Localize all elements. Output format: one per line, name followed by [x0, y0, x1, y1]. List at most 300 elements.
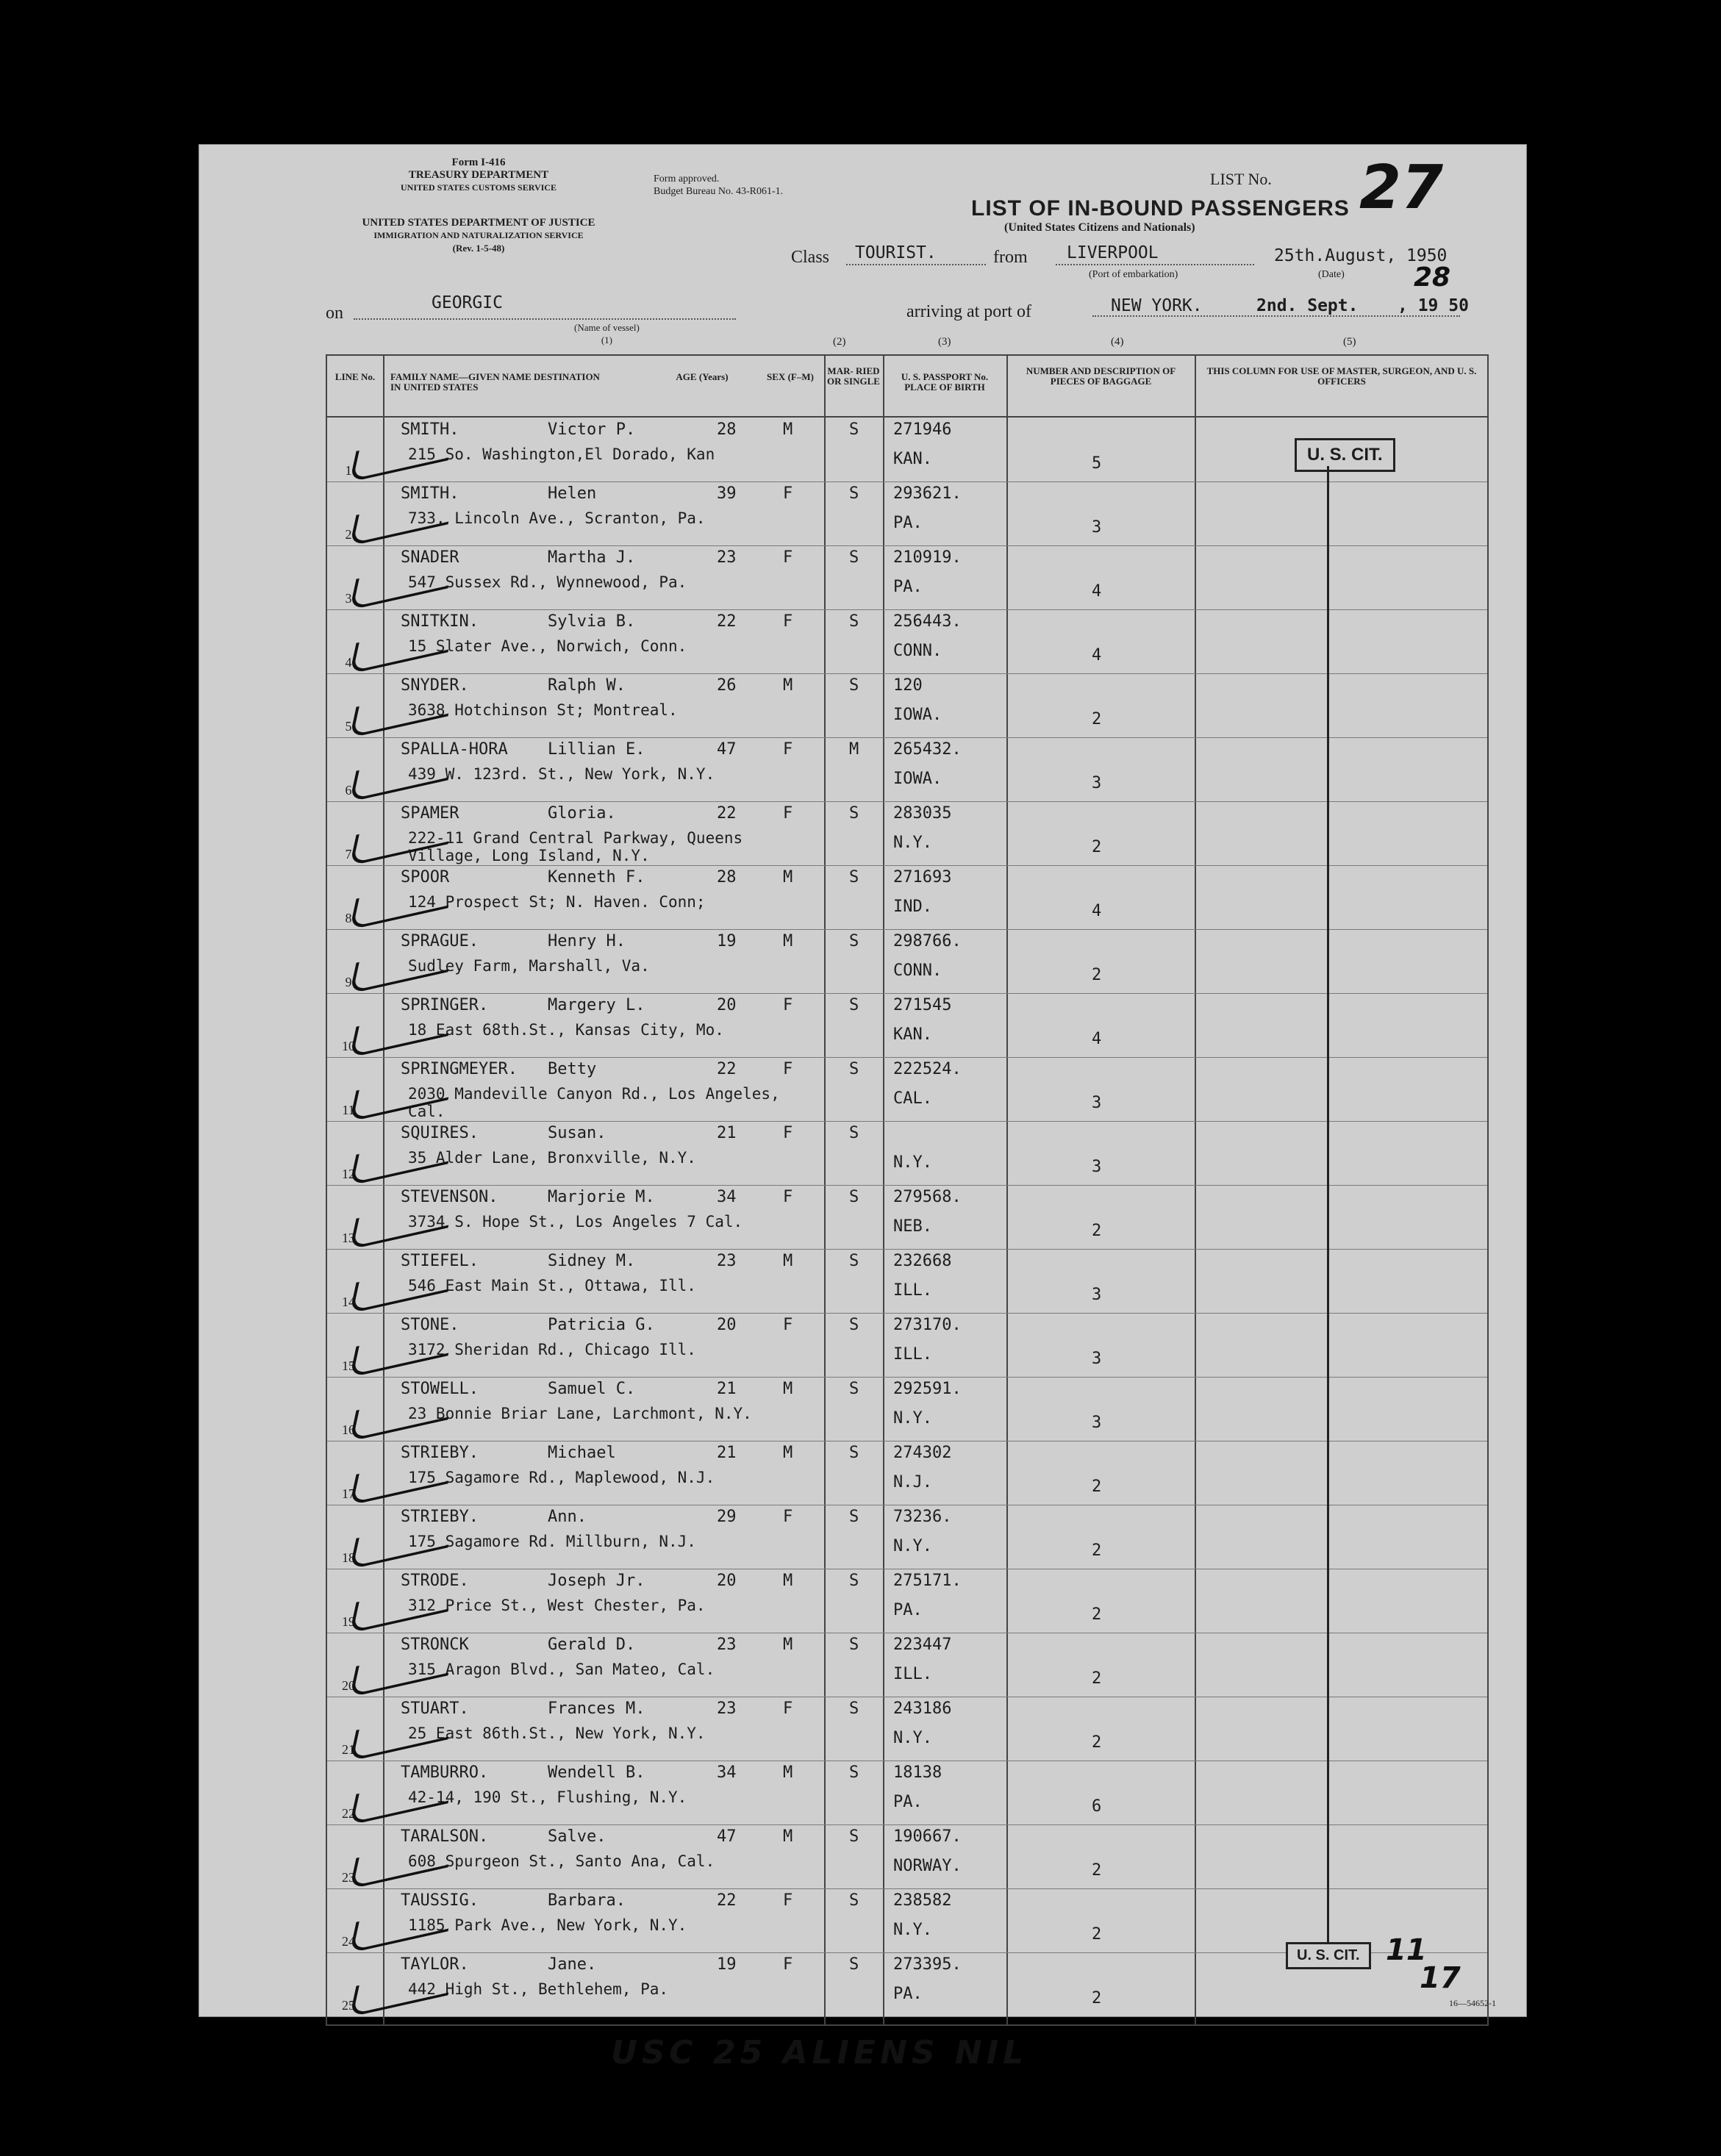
age: 20: [717, 1572, 737, 1590]
married-single: S: [849, 1252, 859, 1270]
age: 34: [717, 1188, 737, 1206]
passport-number: 265432.: [893, 740, 962, 759]
family-name: SPRINGMEYER.: [401, 1060, 518, 1078]
destination-address: 175 Sagamore Rd., Maplewood, N.J.: [408, 1469, 715, 1486]
date-correction: 28: [1414, 262, 1451, 293]
arriving-port: NEW YORK.: [1111, 296, 1203, 315]
baggage-count: 3: [1092, 774, 1102, 792]
arriving-date: 2nd. Sept.: [1256, 296, 1359, 315]
married-single: S: [849, 1891, 859, 1910]
passport-number: 210919.: [893, 548, 962, 567]
age: 47: [717, 740, 737, 759]
baggage-count: 2: [1092, 1222, 1102, 1240]
passport-number: 223447: [893, 1636, 952, 1654]
married-single: S: [849, 1763, 859, 1782]
place-of-birth: NEB.: [893, 1217, 932, 1236]
place-of-birth: KAN.: [893, 1025, 932, 1044]
age: 28: [717, 868, 737, 887]
age: 29: [717, 1508, 737, 1526]
sex: M: [783, 1827, 793, 1846]
married-single: S: [849, 1060, 859, 1078]
place-of-birth: IOWA.: [893, 770, 942, 788]
family-name: SNADER: [401, 548, 459, 567]
given-name: Ralph W.: [548, 676, 626, 695]
family-name: SPAMER: [401, 804, 459, 823]
place-of-birth: CAL.: [893, 1089, 932, 1108]
baggage-count: 3: [1092, 518, 1102, 537]
place-of-birth: N.Y.: [893, 1537, 932, 1555]
passenger-row: [327, 1441, 1487, 1505]
family-name: STRIEBY.: [401, 1444, 479, 1462]
passport-number: 232668: [893, 1252, 952, 1270]
passenger-row: [327, 865, 1487, 929]
destination-address: 25 East 86th.St., New York, N.Y.: [408, 1725, 706, 1742]
col3-number: (3): [938, 336, 951, 348]
passport-number: 190667.: [893, 1827, 962, 1846]
sex: F: [783, 1508, 793, 1526]
class-value: TOURIST.: [855, 243, 937, 262]
line-number: 2: [345, 527, 352, 542]
line-number: 7: [345, 847, 352, 862]
sex: F: [783, 740, 793, 759]
destination-address: 608 Spurgeon St., Santo Ana, Cal.: [408, 1852, 715, 1870]
header-passport: U. S. PASSPORT No. PLACE OF BIRTH: [901, 371, 989, 393]
married-single: S: [849, 1188, 859, 1206]
destination-address: 42-14, 190 St., Flushing, N.Y.: [408, 1788, 687, 1806]
passenger-row: [327, 1377, 1487, 1441]
married-single: S: [849, 868, 859, 887]
place-of-birth: CONN.: [893, 961, 942, 980]
given-name: Victor P.: [548, 420, 636, 439]
passenger-row: [327, 993, 1487, 1057]
sex: M: [783, 1380, 793, 1398]
place-of-birth: N.Y.: [893, 1921, 932, 1939]
baggage-count: 2: [1092, 1669, 1102, 1688]
list-no-label: LIST No.: [1210, 170, 1272, 188]
handwritten-footer: USC 25 ALIENS NIL: [611, 2034, 1028, 2071]
baggage-count: 2: [1092, 710, 1102, 728]
given-name: Gloria.: [548, 804, 616, 823]
destination-address: 35 Alder Lane, Bronxville, N.Y.: [408, 1149, 696, 1167]
family-name: STRODE.: [401, 1572, 469, 1590]
baggage-count: 3: [1092, 1158, 1102, 1176]
place-of-birth: ILL.: [893, 1345, 932, 1364]
passenger-row: [327, 1824, 1487, 1888]
baggage-count: 2: [1092, 1478, 1102, 1496]
married-single: S: [849, 1316, 859, 1334]
age: 23: [717, 1700, 737, 1718]
married-single: S: [849, 1380, 859, 1398]
sex: F: [783, 548, 793, 567]
destination-address: 315 Aragon Blvd., San Mateo, Cal.: [408, 1661, 715, 1678]
given-name: Jane.: [548, 1955, 597, 1974]
justice-dept: UNITED STATES DEPARTMENT OF JUSTICE: [362, 217, 595, 229]
given-name: Margery L.: [548, 996, 645, 1014]
married-single: S: [849, 932, 859, 950]
destination-address: 222-11 Grand Central Parkway, Queens Village, Long Island, N.Y.: [408, 829, 743, 864]
line-number: 3: [345, 591, 352, 606]
passenger-row: [327, 1505, 1487, 1569]
sex: M: [783, 932, 793, 950]
baggage-count: 3: [1092, 1350, 1102, 1368]
sex: F: [783, 612, 793, 631]
family-name: STRIEBY.: [401, 1508, 479, 1526]
handwritten-total: 17: [1420, 1961, 1461, 1995]
given-name: Kenneth F.: [548, 868, 645, 887]
passport-number: 73236.: [893, 1508, 952, 1526]
officer-bracket-line: [1327, 466, 1329, 1951]
baggage-count: 4: [1092, 902, 1102, 920]
class-label: Class: [791, 248, 830, 267]
line-number: 20: [342, 1678, 355, 1693]
married-single: S: [849, 1955, 859, 1974]
customs-service: UNITED STATES CUSTOMS SERVICE: [401, 182, 557, 193]
family-name: STRONCK: [401, 1636, 469, 1654]
passport-number: 271693: [893, 868, 952, 887]
family-name: SNITKIN.: [401, 612, 479, 631]
document-title: LIST OF IN-BOUND PASSENGERS: [971, 196, 1350, 221]
line-number: 18: [342, 1550, 355, 1565]
passport-number: 120: [893, 676, 923, 695]
passport-number: 238582: [893, 1891, 952, 1910]
place-of-birth: PA.: [893, 1985, 923, 2003]
destination-address: 1185 Park Ave., New York, N.Y.: [408, 1916, 687, 1934]
baggage-count: 3: [1092, 1286, 1102, 1304]
destination-address: 18 East 68th.St., Kansas City, Mo.: [408, 1021, 724, 1039]
budget-bureau: Budget Bureau No. 43-R061-1.: [654, 186, 784, 197]
place-of-birth: N.Y.: [893, 1729, 932, 1747]
sex: F: [783, 1316, 793, 1334]
given-name: Frances M.: [548, 1700, 645, 1718]
married-single: S: [849, 1124, 859, 1142]
line-number: 9: [345, 975, 352, 989]
passport-number: 298766.: [893, 932, 962, 950]
destination-address: 3734 S. Hope St., Los Angeles 7 Cal.: [408, 1213, 743, 1231]
passport-number: 279568.: [893, 1188, 962, 1206]
place-of-birth: PA.: [893, 1601, 923, 1619]
passport-number: 283035: [893, 804, 952, 823]
destination-address: 546 East Main St., Ottawa, Ill.: [408, 1277, 696, 1294]
given-name: Patricia G.: [548, 1316, 655, 1334]
passenger-row: [327, 1569, 1487, 1633]
married-single: M: [849, 740, 859, 759]
line-number: 14: [342, 1294, 355, 1309]
passport-number: 271946: [893, 420, 952, 439]
header-line-no: LINE No.: [334, 371, 376, 382]
married-single: S: [849, 996, 859, 1014]
married-single: S: [849, 1827, 859, 1846]
family-name: STIEFEL.: [401, 1252, 479, 1270]
vessel-label: (Name of vessel): [574, 322, 640, 333]
given-name: Martha J.: [548, 548, 636, 567]
family-name: SMITH.: [401, 484, 459, 503]
given-name: Susan.: [548, 1124, 607, 1142]
arriving-year: , 19 50: [1398, 296, 1469, 315]
family-name: TARALSON.: [401, 1827, 489, 1846]
family-name: STOWELL.: [401, 1380, 479, 1398]
baggage-count: 3: [1092, 1414, 1102, 1432]
age: 39: [717, 484, 737, 503]
baggage-count: 2: [1092, 1733, 1102, 1752]
age: 26: [717, 676, 737, 695]
line-number: 1: [345, 463, 352, 478]
sex: F: [783, 1060, 793, 1078]
line-number: 24: [342, 1934, 355, 1949]
sex: F: [783, 804, 793, 823]
us-cit-stamp-bottom: U. S. CIT.: [1286, 1942, 1371, 1969]
col5-number: (5): [1343, 336, 1356, 348]
baggage-count: 2: [1092, 1989, 1102, 2008]
passenger-row: [327, 1057, 1487, 1121]
given-name: Sidney M.: [548, 1252, 636, 1270]
married-single: S: [849, 484, 859, 503]
line-number: 12: [342, 1167, 355, 1181]
sex: M: [783, 1572, 793, 1590]
given-name: Henry H.: [548, 932, 626, 950]
married-single: S: [849, 1444, 859, 1462]
us-cit-stamp-top: U. S. CIT.: [1295, 438, 1395, 472]
age: 20: [717, 996, 737, 1014]
given-name: Wendell B.: [548, 1763, 645, 1782]
document-subtitle: (United States Citizens and Nationals): [1004, 221, 1195, 234]
age: 21: [717, 1380, 737, 1398]
sex: M: [783, 420, 793, 439]
given-name: Michael: [548, 1444, 616, 1462]
line-number: 10: [342, 1039, 355, 1053]
family-name: TAUSSIG.: [401, 1891, 479, 1910]
line-number: 4: [345, 655, 352, 670]
married-single: S: [849, 420, 859, 439]
family-name: SPRINGER.: [401, 996, 489, 1014]
sex: F: [783, 1891, 793, 1910]
form-revision: (Rev. 1-5-48): [452, 243, 505, 254]
date-value: 25th.August, 1950: [1274, 246, 1448, 265]
header-baggage: NUMBER AND DESCRIPTION OF PIECES OF BAGGAGE: [1026, 365, 1176, 387]
line-number: 16: [342, 1422, 355, 1437]
destination-address: 442 High St., Bethlehem, Pa.: [408, 1980, 669, 1998]
given-name: Helen: [548, 484, 597, 503]
age: 21: [717, 1124, 737, 1142]
age: 19: [717, 932, 737, 950]
arriving-label: arriving at port of: [906, 302, 1031, 321]
passport-number: 256443.: [893, 612, 962, 631]
given-name: Sylvia B.: [548, 612, 636, 631]
passenger-table: [326, 354, 1489, 2026]
family-name: STEVENSON.: [401, 1188, 498, 1206]
baggage-count: 6: [1092, 1797, 1102, 1816]
sex: F: [783, 484, 793, 503]
destination-address: Sudley Farm, Marshall, Va.: [408, 957, 650, 975]
passport-number: 275171.: [893, 1572, 962, 1590]
destination-address: 547 Sussex Rd., Wynnewood, Pa.: [408, 573, 687, 591]
place-of-birth: N.J.: [893, 1473, 932, 1491]
passport-number: 292591.: [893, 1380, 962, 1398]
married-single: S: [849, 804, 859, 823]
passenger-row: [327, 1249, 1487, 1313]
age: 23: [717, 548, 737, 567]
given-name: Betty: [548, 1060, 597, 1078]
sex: F: [783, 1124, 793, 1142]
destination-address: 3172 Sheridan Rd., Chicago Ill.: [408, 1341, 696, 1358]
sex: F: [783, 1955, 793, 1974]
family-name: SPOOR: [401, 868, 450, 887]
age: 23: [717, 1636, 737, 1654]
married-single: S: [849, 1572, 859, 1590]
col2-number: (2): [833, 336, 846, 348]
family-name: TAYLOR.: [401, 1955, 469, 1974]
port-embarkation-label: (Port of embarkation): [1089, 269, 1178, 280]
place-of-birth: ILL.: [893, 1281, 932, 1300]
destination-address: 175 Sagamore Rd. Millburn, N.J.: [408, 1533, 696, 1550]
given-name: Marjorie M.: [548, 1188, 655, 1206]
passport-number: 274302: [893, 1444, 952, 1462]
given-name: Salve.: [548, 1827, 607, 1846]
sex: F: [783, 996, 793, 1014]
sex: M: [783, 868, 793, 887]
destination-address: 23 Bonnie Briar Lane, Larchmont, N.Y.: [408, 1405, 752, 1422]
sex: F: [783, 1188, 793, 1206]
family-name: STONE.: [401, 1316, 459, 1334]
place-of-birth: PA.: [893, 514, 923, 532]
line-number: 11: [342, 1103, 355, 1117]
baggage-count: 2: [1092, 1541, 1102, 1560]
given-name: Lillian E.: [548, 740, 645, 759]
line-number: 5: [345, 719, 352, 734]
passport-number: 273395.: [893, 1955, 962, 1974]
line-number: 15: [342, 1358, 355, 1373]
passenger-rows: [327, 418, 1487, 2024]
family-name: SPALLA-HORA: [401, 740, 508, 759]
married-single: S: [849, 548, 859, 567]
line-number: 8: [345, 911, 352, 925]
age: 23: [717, 1252, 737, 1270]
passenger-row: [327, 545, 1487, 609]
passenger-row: [327, 801, 1487, 865]
sex: M: [783, 1444, 793, 1462]
age: 21: [717, 1444, 737, 1462]
destination-address: 2030 Mandeville Canyon Rd., Los Angeles, Cal.: [408, 1085, 780, 1120]
header-sex: SEX (F–M): [767, 371, 814, 382]
destination-address: 312 Price St., West Chester, Pa.: [408, 1597, 706, 1614]
line-number: 6: [345, 783, 352, 798]
family-name: STUART.: [401, 1700, 469, 1718]
passenger-row: [327, 481, 1487, 545]
age: 22: [717, 1891, 737, 1910]
passenger-row: [327, 737, 1487, 801]
married-single: S: [849, 612, 859, 631]
header-married: MAR- RIED OR SINGLE: [827, 365, 880, 387]
baggage-count: 4: [1092, 646, 1102, 665]
sex: M: [783, 676, 793, 695]
given-name: Joseph Jr.: [548, 1572, 645, 1590]
given-name: Ann.: [548, 1508, 587, 1526]
passenger-row: [327, 1185, 1487, 1249]
passenger-row: [327, 673, 1487, 737]
manifest-page: [198, 144, 1527, 2071]
passport-number: 243186: [893, 1700, 952, 1718]
given-name: Gerald D.: [548, 1636, 636, 1654]
passenger-row: [327, 609, 1487, 673]
family-name: SNYDER.: [401, 676, 469, 695]
sex: M: [783, 1763, 793, 1782]
married-single: S: [849, 1700, 859, 1718]
passenger-row: [327, 1313, 1487, 1377]
list-number: 27: [1359, 153, 1444, 223]
sex: M: [783, 1636, 793, 1654]
place-of-birth: PA.: [893, 1793, 923, 1811]
place-of-birth: IOWA.: [893, 706, 942, 724]
form-number: Form I-416: [451, 157, 506, 168]
destination-address: 439 W. 123rd. St., New York, N.Y.: [408, 765, 715, 783]
destination-address: 15 Slater Ave., Norwich, Conn.: [408, 637, 687, 655]
on-label: on: [326, 304, 343, 323]
place-of-birth: KAN.: [893, 450, 932, 468]
from-label: from: [993, 248, 1028, 267]
destination-address: 215 So. Washington,El Dorado, Kan: [408, 445, 715, 463]
destination-address: 3638 Hotchinson St; Montreal.: [408, 701, 678, 719]
line-number: 13: [342, 1231, 355, 1245]
family-name: SPRAGUE.: [401, 932, 479, 950]
from-value: LIVERPOOL: [1067, 243, 1159, 262]
married-single: S: [849, 1508, 859, 1526]
baggage-count: 3: [1092, 1094, 1102, 1112]
age: 34: [717, 1763, 737, 1782]
passport-number: 273170.: [893, 1316, 962, 1334]
destination-address: 124 Prospect St; N. Haven. Conn;: [408, 893, 706, 911]
married-single: S: [849, 1636, 859, 1654]
handwritten-count: 11: [1386, 1933, 1427, 1967]
form-approved: Form approved.: [654, 173, 720, 185]
line-number: 21: [342, 1742, 355, 1757]
line-number: 19: [342, 1614, 355, 1629]
age: 28: [717, 420, 737, 439]
age: 22: [717, 804, 737, 823]
place-of-birth: ILL.: [893, 1665, 932, 1683]
age: 22: [717, 612, 737, 631]
passenger-row: [327, 929, 1487, 993]
baggage-count: 2: [1092, 1925, 1102, 1944]
header-officers: THIS COLUMN FOR USE OF MASTER, SURGEON, AND U. S. OFFICERS: [1206, 365, 1477, 387]
ins-service: IMMIGRATION AND NATURALIZATION SERVICE: [373, 230, 584, 240]
baggage-count: 2: [1092, 838, 1102, 856]
age: 19: [717, 1955, 737, 1974]
header-age: AGE (Years): [676, 371, 729, 382]
baggage-count: 4: [1092, 1030, 1102, 1048]
passport-number: 271545: [893, 996, 952, 1014]
age: 20: [717, 1316, 737, 1334]
sex: M: [783, 1252, 793, 1270]
passport-number: 222524.: [893, 1060, 962, 1078]
line-number: 25: [342, 1998, 355, 2013]
family-name: SQUIRES.: [401, 1124, 479, 1142]
passenger-row: [327, 1697, 1487, 1761]
header-name: FAMILY NAME—GIVEN NAME DESTINATION IN UNITED STATES: [390, 371, 600, 393]
baggage-count: 2: [1092, 1605, 1102, 1624]
sex: F: [783, 1700, 793, 1718]
vessel-name: GEORGIC: [432, 293, 503, 312]
place-of-birth: N.Y.: [893, 1153, 932, 1172]
given-name: Samuel C.: [548, 1380, 636, 1398]
print-code: 16—54652-1: [1449, 1998, 1496, 2008]
baggage-count: 2: [1092, 1861, 1102, 1880]
passenger-row: [327, 1633, 1487, 1697]
passport-number: 18138: [893, 1763, 942, 1782]
line-number: 22: [342, 1806, 355, 1821]
baggage-count: 4: [1092, 582, 1102, 601]
passenger-row: [327, 1761, 1487, 1824]
place-of-birth: IND.: [893, 898, 932, 916]
baggage-count: 5: [1092, 454, 1102, 473]
